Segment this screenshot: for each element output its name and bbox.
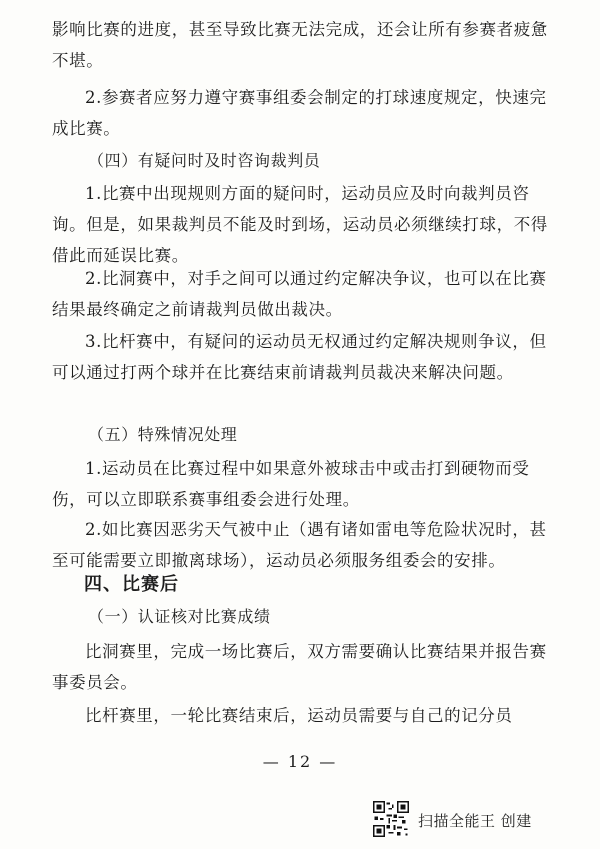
paragraph-continued: 影响比赛的进度，甚至导致比赛无法完成，还会让所有参赛者疲惫不堪。 xyxy=(52,20,548,70)
qr-code-icon xyxy=(373,801,409,837)
paragraph-weather: 2.如比赛因恶劣天气被中止（遇有诸如雷电等危险状况时，甚至可能需要立即撤离球场），运动员必须服务组委会的安排。 xyxy=(52,520,547,570)
page-number: — 12 — xyxy=(262,752,338,771)
heading-consult-referee: （四）有疑问时及时咨询裁判员 xyxy=(88,151,321,170)
paragraph-match-play-dispute: 2.比洞赛中，对手之间可以通过约定解决争议，也可以在比赛结果最终确定之前请裁判员做出裁决。 xyxy=(52,269,547,319)
heading-special-situations: （五）特殊情况处理 xyxy=(88,425,238,444)
paragraph-injury: 1.运动员在比赛过程中如果意外被球击中或击打到硬物而受伤，可以立即联系赛事组委会进行处理。 xyxy=(52,459,530,509)
paragraph-match-play-results: 比洞赛里，完成一场比赛后，双方需要确认比赛结果并报告赛事委员会。 xyxy=(52,642,547,692)
paragraph-stroke-play-results: 比杆赛里，一轮比赛结束后，运动员需要与自己的记分员 xyxy=(85,706,513,725)
paragraph-pace-rule: 2.参赛者应努力遵守赛事组委会制定的打球速度规定，快速完成比赛。 xyxy=(52,88,547,138)
paragraph-stroke-play-dispute: 3.比杆赛中，有疑问的运动员无权通过约定解决规则争议，但可以通过打两个球并在比赛结束前请裁判员裁决来解决问题。 xyxy=(52,332,547,382)
heading-verify-results: （一）认证核对比赛成绩 xyxy=(88,607,271,626)
paragraph-rule-doubt: 1.比赛中出现规则方面的疑问时，运动员应及时向裁判员咨询。但是，如果裁判员不能及时到场，运动员必须继续打球，不得借此而延误比赛。 xyxy=(52,184,548,265)
section-heading-after-competition: 四、比赛后 xyxy=(84,574,179,595)
scanner-watermark: 扫描全能王 创建 xyxy=(418,812,532,830)
